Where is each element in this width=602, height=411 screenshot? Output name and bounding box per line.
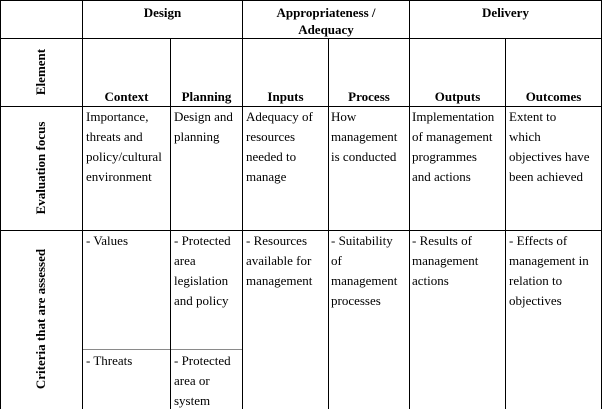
column-header-process: Process — [348, 89, 390, 104]
focus-inputs: Adequacy of resources needed to manage — [246, 109, 313, 184]
group-header-design: Design — [143, 5, 182, 20]
table-border-top — [0, 0, 602, 1]
column-header-context: Context — [104, 89, 149, 104]
table-border-left — [0, 0, 1, 409]
group-header-appropriateness: Appropriateness / Adequacy — [276, 5, 376, 37]
focus-process: How management is conducted — [331, 109, 398, 164]
criteria-inputs: - Resources available for management — [246, 233, 313, 288]
header-divider — [0, 38, 602, 39]
column-header-inputs: Inputs — [267, 89, 304, 104]
column-header-outcomes: Outcomes — [525, 89, 582, 104]
focus-outcomes: Extent to which objectives have been achieved — [509, 109, 590, 184]
row-label-criteria: Criteria that are assessed — [33, 248, 48, 390]
focus-planning: Design and planning — [174, 109, 233, 144]
criteria-context-threats: - Threats — [86, 353, 133, 368]
criteria-planning-system: - Protected area or system — [174, 353, 231, 408]
focus-context: Importance, threats and policy/cultural environment — [86, 109, 162, 184]
column-header-planning: Planning — [181, 89, 232, 104]
focus-outputs: Implementation of management programmes and actions — [412, 109, 495, 184]
design-appropriateness-divider — [242, 0, 243, 409]
criteria-subrow-divider — [83, 349, 242, 350]
row-label-element: Element — [33, 48, 48, 96]
criteria-outputs: - Results of management actions — [412, 233, 479, 288]
row-label-divider — [82, 0, 83, 409]
group-header-delivery: Delivery — [482, 5, 529, 20]
row-label-evaluation-focus: Evaluation focus — [33, 121, 48, 215]
criteria-outcomes: - Effects of management in relation to objectives — [509, 233, 589, 308]
criteria-context-values: - Values — [86, 233, 129, 248]
criteria-process: - Suitability of management processes — [331, 233, 398, 308]
column-header-outputs: Outputs — [434, 89, 481, 104]
criteria-planning-legislation: - Protected area legislation and policy — [174, 233, 231, 308]
appropriateness-delivery-divider — [409, 0, 410, 409]
